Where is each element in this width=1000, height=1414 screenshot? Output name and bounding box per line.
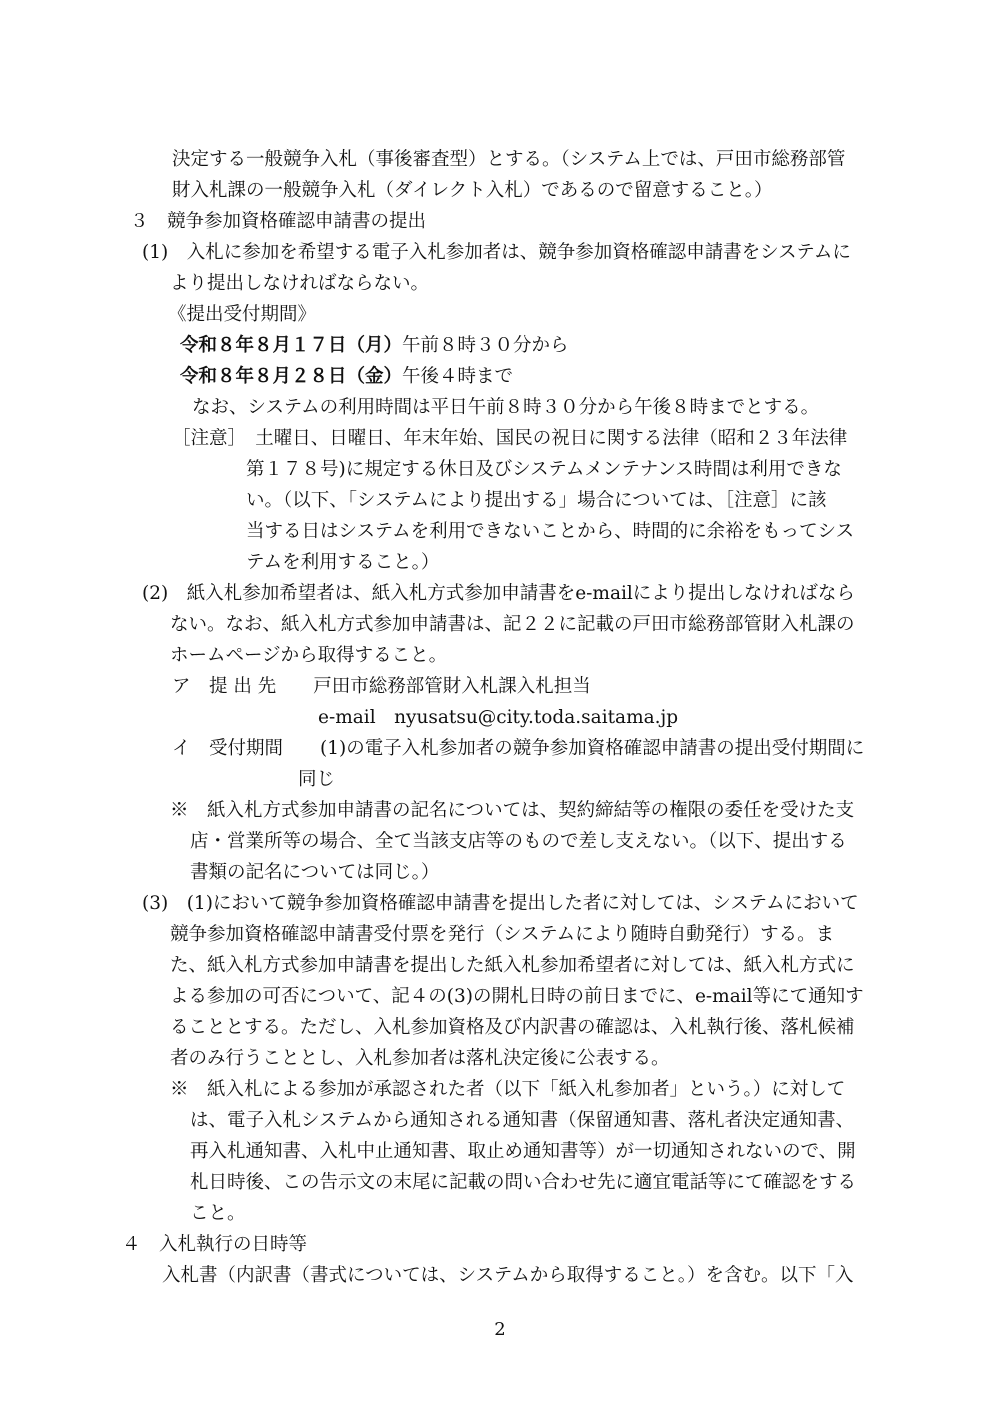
text-line: こと。 xyxy=(190,1203,246,1224)
text-line: 同じ xyxy=(298,769,336,790)
page-number: 2 xyxy=(494,1319,506,1340)
text-line: よる参加の可否について、記４の(3)の開札日時の前日までに、e-mail等にて通知す xyxy=(170,986,864,1007)
text-line: 再入札通知書、入札中止通知書、取止め通知書等）が一切通知されないので、開 xyxy=(190,1141,856,1162)
text-line: (3) (1)において競争参加資格確認申請書を提出した者に対しては、システムにおいて xyxy=(142,893,859,914)
period-heading: 《提出受付期間》 xyxy=(168,304,317,325)
text-line: ない。なお、紙入札方式参加申請書は、記２２に記載の戸田市総務部管財入札課の xyxy=(170,614,855,635)
submission-destination: ア 提 出 先 戸田市総務部管財入札課入札担当 xyxy=(172,676,591,697)
text-line: より提出しなければならない。 xyxy=(170,273,430,294)
period-end-date: 令和８年８月２８日（金） xyxy=(180,366,403,387)
period-start-date: 令和８年８月１７日（月） xyxy=(180,335,403,356)
text-line: なお、システムの利用時間は平日午前８時３０分から午後８時までとする。 xyxy=(192,397,820,418)
text-line: (2) 紙入札参加希望者は、紙入札方式参加申請書をe-mailにより提出しなければなら xyxy=(142,583,855,604)
text-line: 札日時後、この告示文の末尾に記載の問い合わせ先に適宜電話等にて確認をする xyxy=(190,1172,857,1193)
note-line: 当する日はシステムを利用できないことから、時間的に余裕をもってシス xyxy=(246,521,855,542)
section-heading-3: ３ 競争参加資格確認申請書の提出 xyxy=(130,211,427,232)
text-line: 競争参加資格確認申請書受付票を発行（システムにより随時自動発行）する。ま xyxy=(170,924,835,945)
email-address: e-mail nyusatsu@city.toda.saitama.jp xyxy=(318,707,679,728)
text-line: 書類の記名については同じ。） xyxy=(190,862,440,883)
text-line: 者のみ行うこととし、入札参加者は落札決定後に公表する。 xyxy=(170,1048,670,1069)
period-end xyxy=(180,362,513,392)
note-line: 第１７８号)に規定する休日及びシステムメンテナンス時間は利用できな xyxy=(246,459,842,480)
text-line: 財入札課の一般競争入札（ダイレクト入札）であるので留意すること。） xyxy=(172,180,773,201)
text-line: 決定する一般競争入札（事後審査型）とする。（システム上では、戸田市総務部管 xyxy=(172,149,846,170)
period-start xyxy=(180,331,569,361)
text-line: 店・営業所等の場合、全て当該支店等のもので差し支えない。（以下、提出する xyxy=(190,831,847,852)
text-line: ※ 紙入札による参加が承認された者（以下「紙入札参加者」という。）に対して xyxy=(170,1079,846,1100)
reception-period: イ 受付期間 (1)の電子入札参加者の競争参加資格確認申請書の提出受付期間に xyxy=(172,738,865,759)
text-line: ホームページから取得すること。 xyxy=(170,645,448,666)
note-line: ［注意］ 土曜日、日曜日、年末年始、国民の祝日に関する法律（昭和２３年法律 xyxy=(172,428,848,449)
period-end-time: 午後４時まで xyxy=(402,366,514,387)
text-line: (1) 入札に参加を希望する電子入札参加者は、競争参加資格確認申請書をシステムに xyxy=(142,242,851,263)
note-line: い。（以下、「システムにより提出する」場合については、［注意］に該 xyxy=(246,490,827,511)
text-line: た、紙入札方式参加申請書を提出した紙入札参加希望者に対しては、紙入札方式に xyxy=(170,955,855,976)
section-heading-4: ４ 入札執行の日時等 xyxy=(122,1234,308,1255)
text-line: は、電子入札システムから通知される通知書（保留通知書、落札者決定通知書、 xyxy=(190,1110,855,1131)
text-line: ※ 紙入札方式参加申請書の記名については、契約締結等の権限の委任を受けた支 xyxy=(170,800,855,821)
note-line: テムを利用すること。） xyxy=(246,552,440,573)
text-line: 入札書（内訳書（書式については、システムから取得すること。）を含む。以下「入 xyxy=(162,1265,854,1286)
text-line: ることとする。ただし、入札参加資格及び内訳書の確認は、入札執行後、落札候補 xyxy=(170,1017,855,1038)
period-start-time: 午前８時３０分から xyxy=(402,335,569,356)
